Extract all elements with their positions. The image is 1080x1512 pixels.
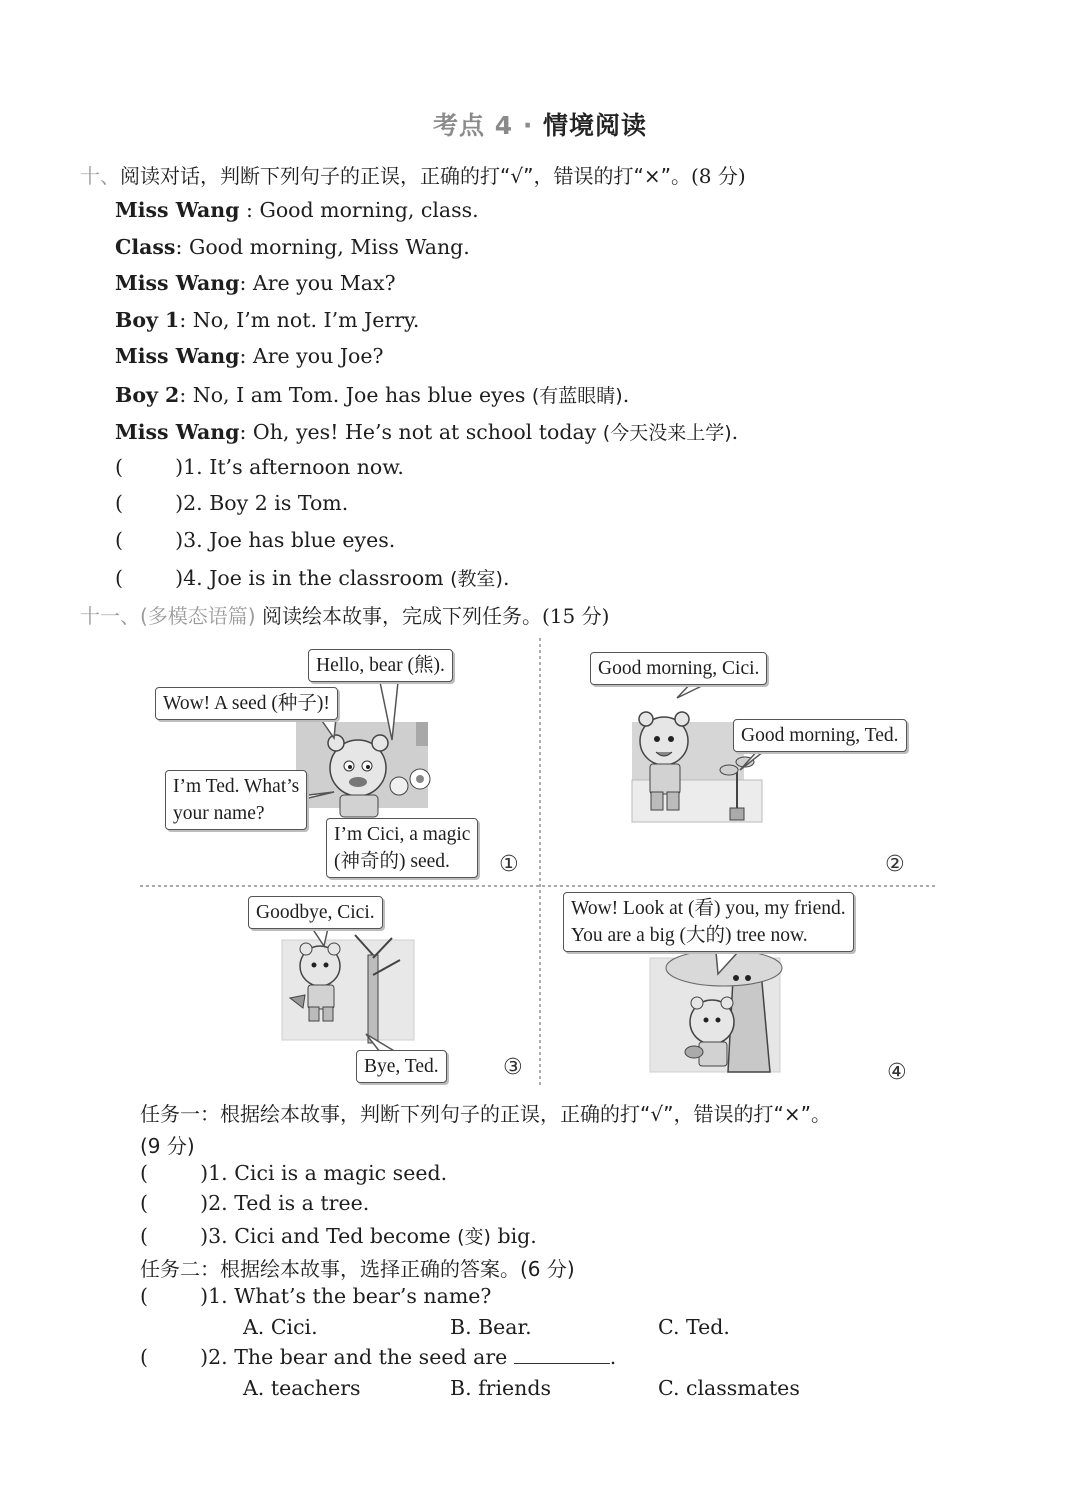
line-text: Are you Joe? xyxy=(252,344,384,368)
speech-bubble: Bye, Ted. xyxy=(356,1050,447,1083)
task1-score: (9 分) xyxy=(140,1134,195,1158)
option-c[interactable]: C. Ted. xyxy=(658,1315,730,1339)
question-text: 4. Joe is in the classroom xyxy=(183,566,444,590)
bubble-line: I’m Ted. What’s xyxy=(173,776,300,797)
mc-question xyxy=(140,1345,616,1369)
section11-tag: (多模态语篇) xyxy=(140,604,256,628)
answer-bracket[interactable]: ( ) xyxy=(140,1284,209,1308)
tf-question xyxy=(140,1222,537,1249)
bear-with-young-tree-art xyxy=(282,935,414,1043)
bear-holding-seed-art xyxy=(296,722,430,817)
line-text: Good morning, Miss Wang. xyxy=(188,235,470,259)
speaker: Miss Wang xyxy=(115,420,240,444)
speech-bubble: Hello, bear (熊). xyxy=(308,649,453,682)
line-end: . xyxy=(622,383,630,407)
task2-label: 任务二： xyxy=(140,1257,220,1281)
tf-question xyxy=(140,1191,369,1215)
sep: : xyxy=(179,308,187,332)
section10-instruction: 阅读对话，判断下列句子的正误，正确的打“√”，错误的打“×”。 xyxy=(120,164,691,188)
speech-bubble: Goodbye, Cici. xyxy=(248,896,383,929)
question-text: 1. It’s afternoon now. xyxy=(183,455,404,479)
title-dot: · xyxy=(522,111,534,140)
question-text: 3. Joe has blue eyes. xyxy=(183,528,396,552)
sep: : xyxy=(179,383,187,407)
answer-bracket[interactable]: ( ) xyxy=(140,1161,209,1185)
speech-bubble xyxy=(326,818,478,878)
speaker: Class xyxy=(115,235,176,259)
section10-number: 十、 xyxy=(80,164,120,188)
speech-bubble: Good morning, Ted. xyxy=(733,719,907,752)
sep: : xyxy=(246,198,253,222)
answer-bracket[interactable]: ( ) xyxy=(115,455,184,479)
answer-bracket[interactable]: ( ) xyxy=(115,528,184,552)
sep: : xyxy=(239,271,247,295)
question-text: 3. Cici and Ted become xyxy=(208,1224,451,1248)
option-a[interactable]: A. Cici. xyxy=(243,1315,318,1339)
line-end: . xyxy=(609,1345,617,1369)
question-text: 2. The bear and the seed are xyxy=(208,1345,508,1369)
line-end: big. xyxy=(497,1224,537,1248)
line-text: Oh, yes! He’s not at school today xyxy=(252,420,597,444)
task1-heading xyxy=(140,1098,831,1127)
answer-bracket[interactable]: ( ) xyxy=(140,1191,209,1215)
speech-bubble xyxy=(563,892,854,952)
speaker: Miss Wang xyxy=(115,198,240,222)
section11-instruction: 阅读绘本故事，完成下列任务。 xyxy=(261,604,542,628)
speaker: Miss Wang xyxy=(115,271,240,295)
question-text: 2. Ted is a tree. xyxy=(208,1191,370,1215)
cn-note: (有蓝眼睛) xyxy=(531,385,623,407)
section10-score: (8 分) xyxy=(690,164,746,188)
answer-bracket[interactable]: ( ) xyxy=(115,491,184,515)
panel-number: ① xyxy=(499,852,519,877)
line-text: No, I am Tom. Joe has blue eyes xyxy=(192,383,526,407)
task2-heading xyxy=(140,1253,575,1282)
line-end: . xyxy=(731,420,739,444)
question-text: 2. Boy 2 is Tom. xyxy=(183,491,349,515)
panel-number: ③ xyxy=(503,1055,523,1080)
answer-bracket[interactable]: ( ) xyxy=(115,566,184,590)
option-c[interactable]: C. classmates xyxy=(658,1376,800,1400)
sep: : xyxy=(239,420,247,444)
cn-note: (今天没来上学) xyxy=(602,422,732,444)
question-text: 1. Cici is a magic seed. xyxy=(208,1161,448,1185)
question-text: 1. What’s the bear’s name? xyxy=(208,1284,492,1308)
bubble-line: You are a big (大的) tree now. xyxy=(571,925,808,946)
speaker: Miss Wang xyxy=(115,344,240,368)
panel-number: ② xyxy=(885,852,905,877)
cn-note: (教室) xyxy=(450,568,503,590)
sep: : xyxy=(239,344,247,368)
bear-under-big-tree-art xyxy=(650,950,782,1072)
speaker: Boy 1 xyxy=(115,308,180,332)
section11-score: (15 分) xyxy=(541,604,610,628)
speech-bubble xyxy=(165,770,307,830)
task2-instruction: 根据绘本故事，选择正确的答案。 xyxy=(220,1257,520,1281)
line-end: . xyxy=(502,566,510,590)
answer-bracket[interactable]: ( ) xyxy=(140,1224,209,1248)
option-b[interactable]: B. Bear. xyxy=(450,1315,532,1339)
speaker: Boy 2 xyxy=(115,383,180,407)
option-a[interactable]: A. teachers xyxy=(243,1376,361,1400)
title-part1: 考点 xyxy=(432,111,485,140)
fill-blank[interactable] xyxy=(514,1345,610,1364)
task1-label: 任务一： xyxy=(140,1102,220,1126)
title-part3: 情境阅读 xyxy=(543,111,648,140)
task2-score: (6 分) xyxy=(520,1257,575,1281)
cn-note: (变) xyxy=(457,1226,491,1248)
bubble-line: (神奇的) seed. xyxy=(334,851,450,872)
section11-number: 十一、 xyxy=(80,604,140,628)
title-num: 4 xyxy=(494,111,514,140)
mc-question xyxy=(140,1284,491,1308)
line-text: Are you Max? xyxy=(252,271,396,295)
task1-instruction: 根据绘本故事，判断下列句子的正误，正确的打“√”，错误的打“×”。 xyxy=(220,1102,831,1126)
speech-bubble: Good morning, Cici. xyxy=(590,652,767,685)
answer-bracket[interactable]: ( ) xyxy=(140,1345,209,1369)
bubble-line: Wow! Look at (看) you, my friend. xyxy=(571,898,846,919)
speech-bubble: Wow! A seed (种子)! xyxy=(155,687,338,720)
option-b[interactable]: B. friends xyxy=(450,1376,552,1400)
bubble-line: I’m Cici, a magic xyxy=(334,824,471,845)
sep: : xyxy=(175,235,183,259)
line-text: No, I’m not. I’m Jerry. xyxy=(192,308,420,332)
panel-number: ④ xyxy=(887,1060,907,1085)
line-text: Good morning, class. xyxy=(259,198,479,222)
bubble-line: your name? xyxy=(173,803,265,824)
tf-question xyxy=(140,1161,447,1185)
